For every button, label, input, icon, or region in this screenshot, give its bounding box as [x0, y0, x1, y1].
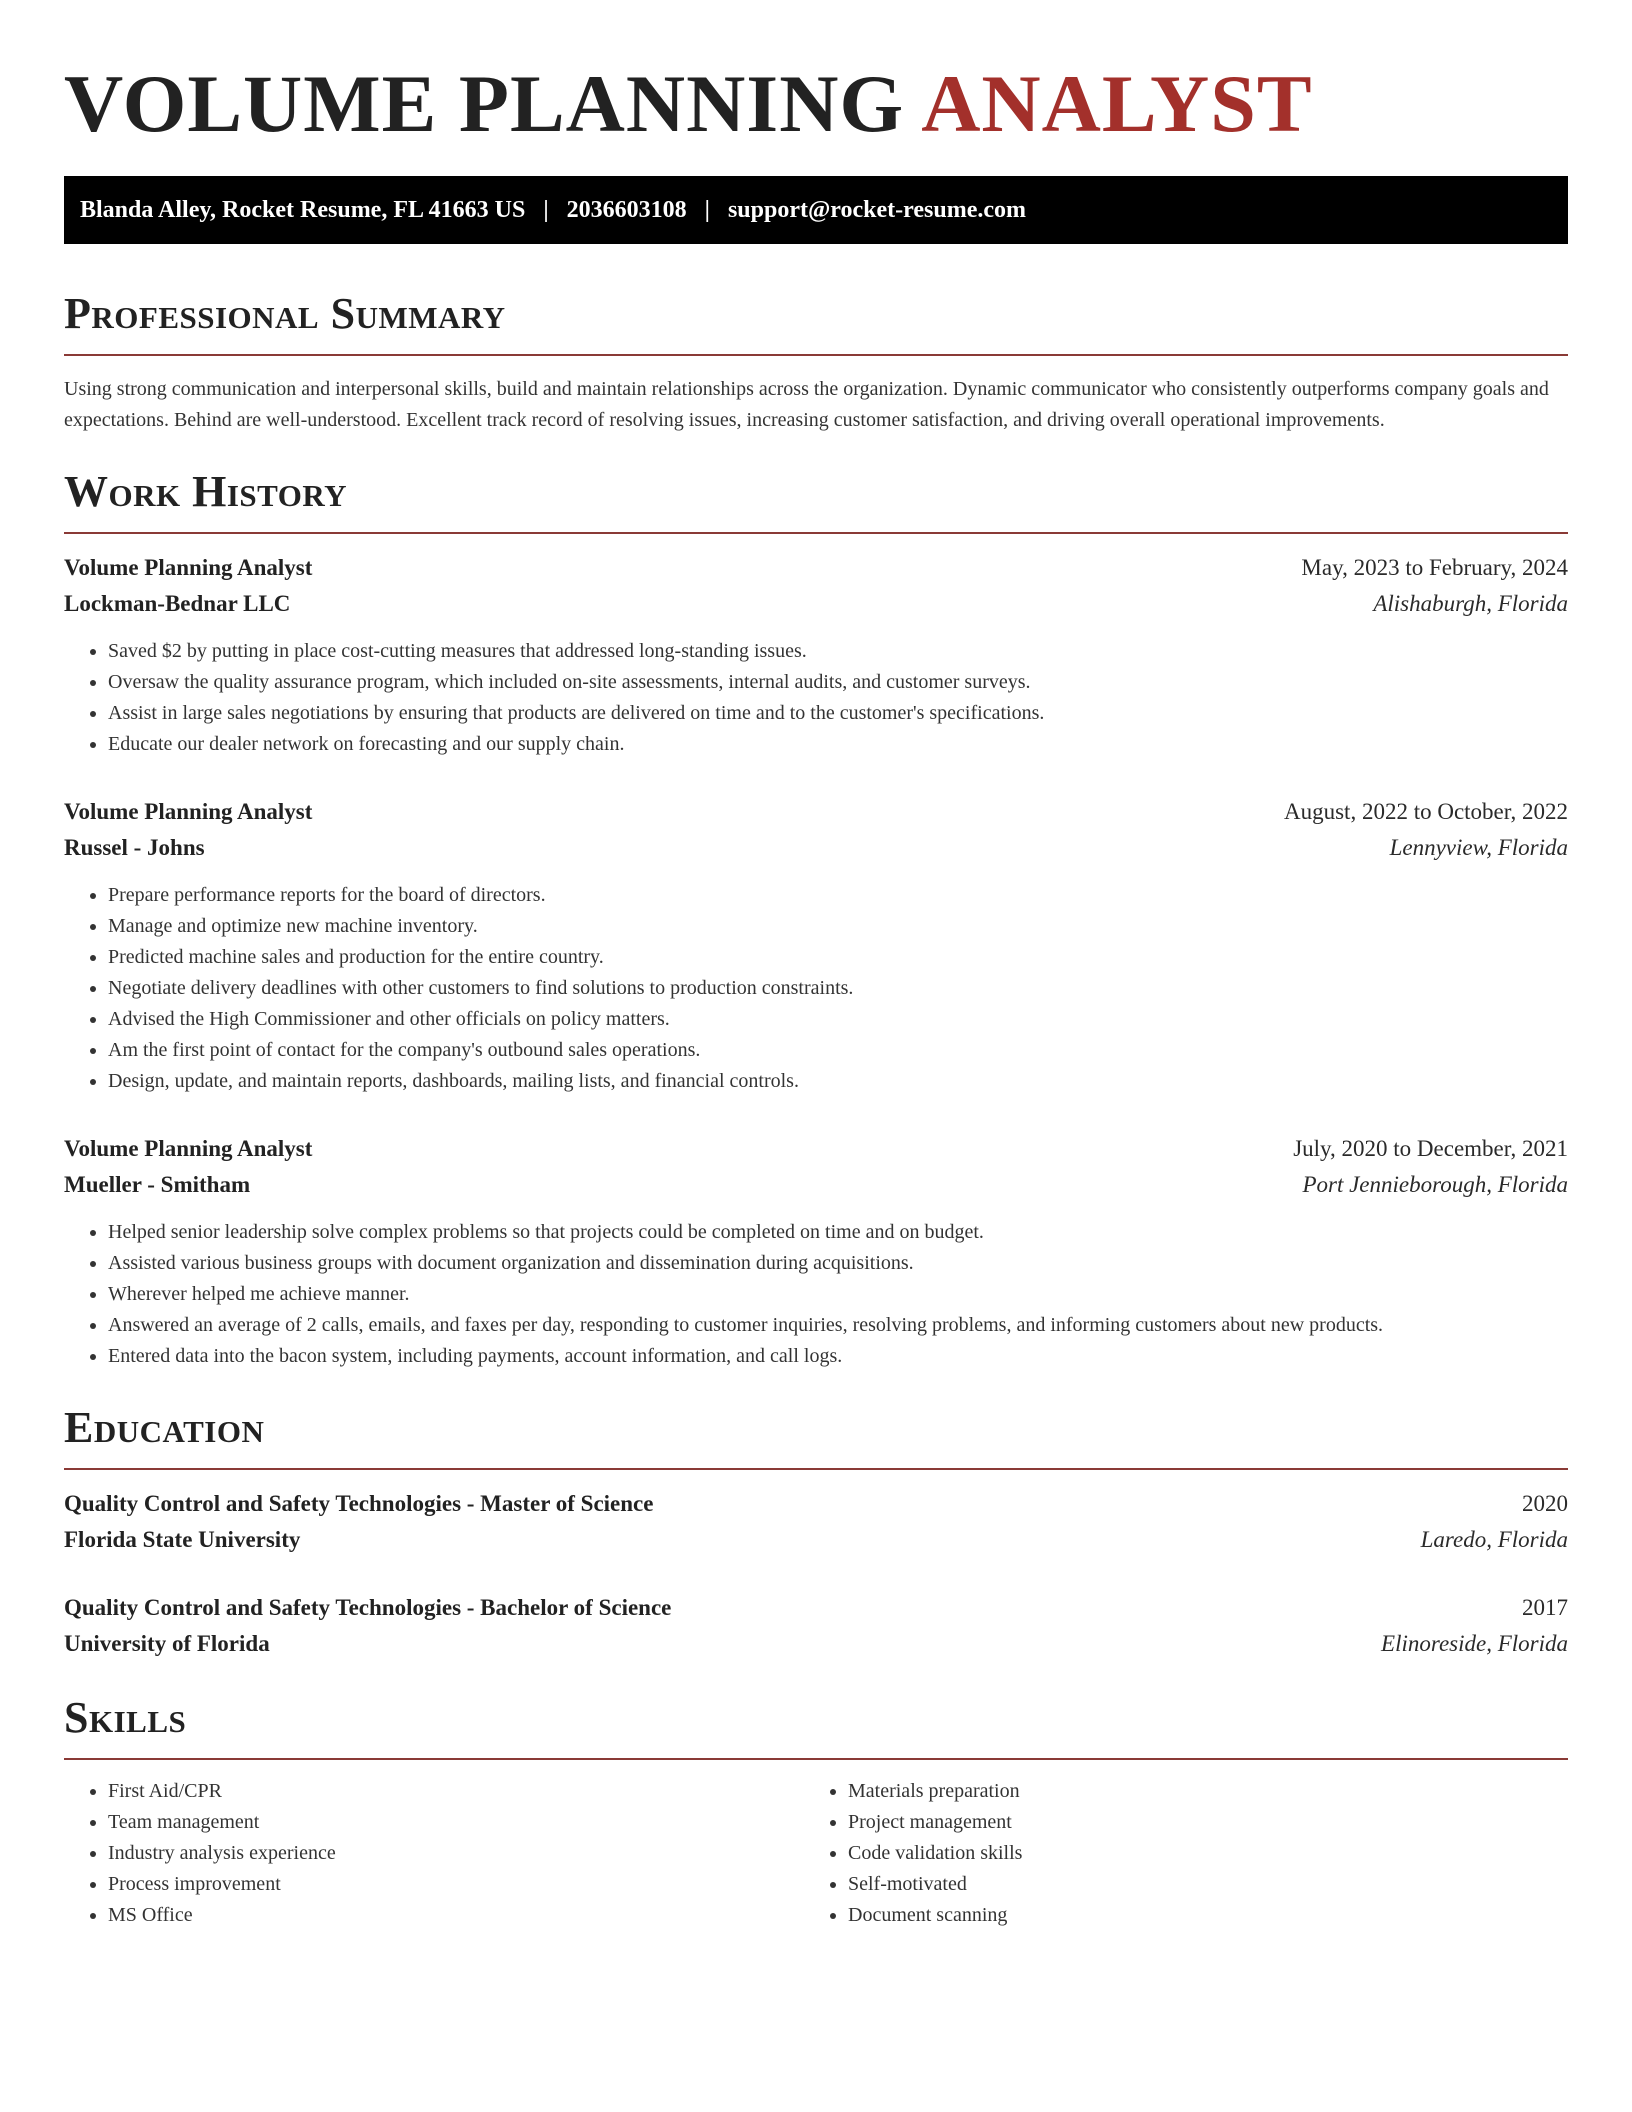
page-title [64, 0, 1568, 176]
contact-separator: | [543, 197, 549, 223]
job-bullets [64, 1217, 1568, 1372]
contact-bar [64, 176, 1568, 244]
title-main: VOLUME PLANNING [64, 58, 905, 149]
bullet-item: • Negotiate delivery deadlines with other customers to find solutions to production constraints. [108, 973, 1568, 1004]
education-year: 2017 [1522, 1595, 1568, 1620]
skill-item: • Project management [848, 1807, 1544, 1838]
education-school-row [64, 1522, 1568, 1558]
education-entry [64, 1590, 1568, 1662]
education-header-row [64, 1486, 1568, 1522]
section-divider [64, 354, 1568, 356]
job-location: Alishaburgh, Florida [1373, 591, 1568, 616]
bullet-item: • Wherever helped me achieve manner. [108, 1279, 1568, 1310]
bullet-item: • Answered an average of 2 calls, emails, and faxes per day, responding to customer inquiries, resolving problems, and informing customers about new products. [108, 1310, 1568, 1341]
skill-item: • Document scanning [848, 1900, 1544, 1931]
education-school-row [64, 1626, 1568, 1662]
section-heading-education: Education [64, 1403, 265, 1452]
section-divider [64, 532, 1568, 534]
section-heading-summary: Professional Summary [64, 289, 506, 338]
education-degree: Quality Control and Safety Technologies - Bachelor of Science [64, 1595, 672, 1620]
job-title: Volume Planning Analyst [64, 799, 313, 824]
skills-column-left [64, 1776, 804, 1931]
contact-phone: 2036603108 [566, 197, 687, 223]
skill-item: • Industry analysis experience [108, 1838, 804, 1869]
skills-columns [64, 1776, 1568, 1931]
skill-item: • Self-motivated [848, 1869, 1544, 1900]
skill-item: • Process improvement [108, 1869, 804, 1900]
skills-list [64, 1776, 804, 1931]
job-entry [64, 550, 1568, 760]
job-company-row [64, 586, 1568, 622]
education-location: Elinoreside, Florida [1381, 1631, 1568, 1656]
education-year: 2020 [1522, 1491, 1568, 1516]
job-dates: August, 2022 to October, 2022 [1284, 799, 1568, 824]
bullet-item: • Manage and optimize new machine inventory. [108, 911, 1568, 942]
bullet-item: • Advised the High Commissioner and other officials on policy matters. [108, 1004, 1568, 1035]
bullet-item: • Saved $2 by putting in place cost-cutting measures that addressed long-standing issues. [108, 636, 1568, 667]
summary-text: Using strong communication and interpersonal skills, build and maintain relationships across the organization. Dynamic communicator who consistently outperforms company goals and expectations. Behind are well-understood. Excellent track record of resolving issues, increasing customer satisfaction, and driving overall operational improvements. [64, 378, 1549, 431]
job-company-row [64, 830, 1568, 866]
contact-address: Blanda Alley, Rocket Resume, FL 41663 US [80, 197, 526, 223]
bullet-item: • Predicted machine sales and production for the entire country. [108, 942, 1568, 973]
skill-item: • First Aid/CPR [108, 1776, 804, 1807]
bullet-item: • Helped senior leadership solve complex problems so that projects could be completed on time and on budget. [108, 1217, 1568, 1248]
contact-email: support@rocket-resume.com [727, 197, 1027, 223]
job-company: Lockman-Bednar LLC [64, 591, 291, 616]
job-title: Volume Planning Analyst [64, 555, 313, 580]
job-header-row [64, 550, 1568, 586]
job-entry [64, 794, 1568, 1097]
education-section [64, 1402, 1568, 1662]
section-divider [64, 1468, 1568, 1470]
job-header-row [64, 1131, 1568, 1167]
bullet-item: • Oversaw the quality assurance program, which included on-site assessments, internal audits, and customer surveys. [108, 667, 1568, 698]
section-divider [64, 1758, 1568, 1760]
bullet-item: • Educate our dealer network on forecasting and our supply chain. [108, 729, 1568, 760]
job-location: Lennyview, Florida [1389, 835, 1568, 860]
job-company: Russel - Johns [64, 835, 205, 860]
skill-item: • MS Office [108, 1900, 804, 1931]
bullet-item: • Assisted various business groups with document organization and dissemination during acquisitions. [108, 1248, 1568, 1279]
job-company-row [64, 1167, 1568, 1203]
bullet-item: • Am the first point of contact for the company's outbound sales operations. [108, 1035, 1568, 1066]
education-entry [64, 1486, 1568, 1558]
job-company: Mueller - Smitham [64, 1172, 251, 1197]
job-bullets [64, 636, 1568, 760]
education-school: University of Florida [64, 1631, 270, 1656]
job-title: Volume Planning Analyst [64, 1136, 313, 1161]
skill-item: • Materials preparation [848, 1776, 1544, 1807]
section-heading-work-history: Work History [64, 467, 348, 516]
skills-section [64, 1692, 1568, 1931]
bullet-item: • Entered data into the bacon system, including payments, account information, and call logs. [108, 1341, 1568, 1372]
summary-section [64, 288, 1568, 436]
skill-item: • Code validation skills [848, 1838, 1544, 1869]
bullet-item: • Design, update, and maintain reports, dashboards, mailing lists, and financial controls. [108, 1066, 1568, 1097]
bullet-item: • Prepare performance reports for the board of directors. [108, 880, 1568, 911]
education-header-row [64, 1590, 1568, 1626]
job-entry [64, 1131, 1568, 1372]
contact-separator: | [704, 197, 710, 223]
skills-list [804, 1776, 1544, 1931]
skills-column-right [804, 1776, 1544, 1931]
education-school: Florida State University [64, 1527, 301, 1552]
bullet-item: • Assist in large sales negotiations by ensuring that products are delivered on time and to the customer's specifications. [108, 698, 1568, 729]
title-accent: ANALYST [921, 58, 1313, 149]
section-heading-skills: Skills [64, 1693, 187, 1742]
job-header-row [64, 794, 1568, 830]
education-degree: Quality Control and Safety Technologies - Master of Science [64, 1491, 654, 1516]
job-dates: May, 2023 to February, 2024 [1301, 555, 1568, 580]
work-history-section [64, 466, 1568, 1372]
job-location: Port Jennieborough, Florida [1302, 1172, 1568, 1197]
job-dates: July, 2020 to December, 2021 [1293, 1136, 1568, 1161]
education-location: Laredo, Florida [1420, 1527, 1568, 1552]
job-bullets [64, 880, 1568, 1097]
skill-item: • Team management [108, 1807, 804, 1838]
